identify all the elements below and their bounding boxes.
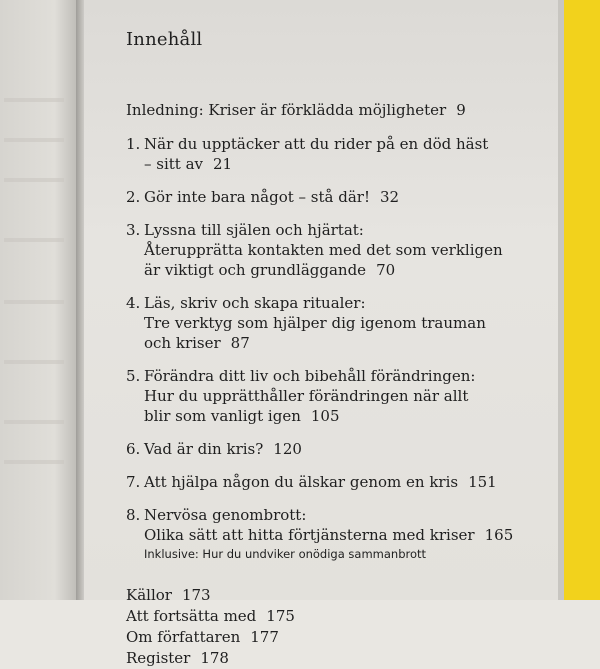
toc-chapter-entry [126,505,556,563]
toc-page-number: 177 [250,628,279,646]
toc-chapter-entry [126,439,556,459]
toc-chapter-title-line: – sitt av 21 [144,155,233,173]
toc-chapter-title-line: är viktigt och grundläggande 70 [144,261,396,279]
toc-page-number: 178 [200,649,229,667]
toc-chapter-note: Inklusive: Hur du undviker onödiga sammanbrott [144,547,427,561]
toc-chapter-title-line: Hur du upprätthåller förändringen när allt [144,387,469,405]
toc-chapter-title: Att hjälpa någon du älskar genom en kris 151 [144,473,497,491]
toc-chapter-title: När du upptäcker att du rider på en död häst [144,135,489,153]
toc-chapter-entry [126,293,556,353]
toc-chapter-number: 3. [126,221,141,239]
toc-page-number: 151 [468,473,497,491]
toc-page-number: 120 [273,440,302,458]
table-of-contents [126,30,556,669]
left-page [0,0,78,600]
toc-chapter-number: 7. [126,473,141,491]
toc-chapter-title-line: Olika sätt att hitta förtjänsterna med kriser 165 [144,526,514,544]
toc-chapter-title: Lyssna till själen och hjärtat: [144,221,364,239]
toc-chapter-number: 4. [126,294,141,312]
toc-intro-text: Inledning: Kriser är förklädda möjligheter [126,101,447,119]
toc-back-matter-title: Om författaren [126,628,241,646]
toc-page-number: 9 [456,101,466,119]
toc-page-number: 173 [181,586,211,604]
toc-chapter-title-line: och kriser 87 [144,334,250,352]
ghost-text-line [4,300,64,304]
toc-page-number: 32 [380,188,400,206]
toc-back-matter-title: Att fortsätta med [126,607,257,625]
toc-chapter-entry [126,366,556,426]
toc-back-matter-entry [126,627,556,647]
toc-chapter-entry [126,187,556,207]
toc-page-number: 105 [310,407,340,425]
ghost-text-line [4,178,64,182]
toc-chapter-entry [126,472,556,492]
toc-back-matter-entry [126,606,556,626]
toc-chapter-entry [126,220,556,280]
toc-chapter-title: Förändra ditt liv och bibehåll förändringen: [144,367,476,385]
toc-chapter-title-line: Tre verktyg som hjälper dig igenom trauman [144,314,486,332]
toc-chapter-number: 6. [126,440,141,458]
toc-page-number: 21 [213,155,233,173]
toc-chapter-title: Gör inte bara något – stå där! 32 [144,188,400,206]
toc-page-number: 70 [376,261,396,279]
ghost-text-line [4,420,64,424]
toc-back-matter-entry [126,648,556,668]
ghost-text-line [4,138,64,142]
toc-back-matter [126,585,556,668]
toc-chapter-title: Nervösa genombrott: [144,506,307,524]
toc-chapter-number: 8. [126,506,141,524]
ghost-text-line [4,460,64,464]
toc-chapter-list [126,134,556,563]
toc-chapter-number: 5. [126,367,141,385]
toc-title: Innehåll [126,29,203,50]
toc-back-matter-title: Källor [126,586,172,604]
toc-chapter-title: Vad är din kris? 120 [144,440,302,458]
toc-page-number: 87 [230,334,250,352]
toc-page-number: 165 [484,526,514,544]
toc-chapter-number: 1. [126,135,141,153]
toc-back-matter-title: Register [126,649,191,667]
toc-chapter-title-line: blir som vanligt igen 105 [144,407,340,425]
toc-chapter-entry [126,134,556,174]
ghost-text-line [4,238,64,242]
toc-chapter-number: 2. [126,188,141,206]
ghost-text-line [4,360,64,364]
toc-page-number: 175 [266,607,295,625]
toc-back-matter-entry [126,585,556,605]
toc-chapter-title-line: Återupprätta kontakten med det som verkligen [144,241,503,259]
yellow-cover-edge [564,0,600,600]
ghost-text-line [4,98,64,102]
toc-chapter-title: Läs, skriv och skapa ritualer: [144,294,366,312]
toc-intro [126,100,556,120]
